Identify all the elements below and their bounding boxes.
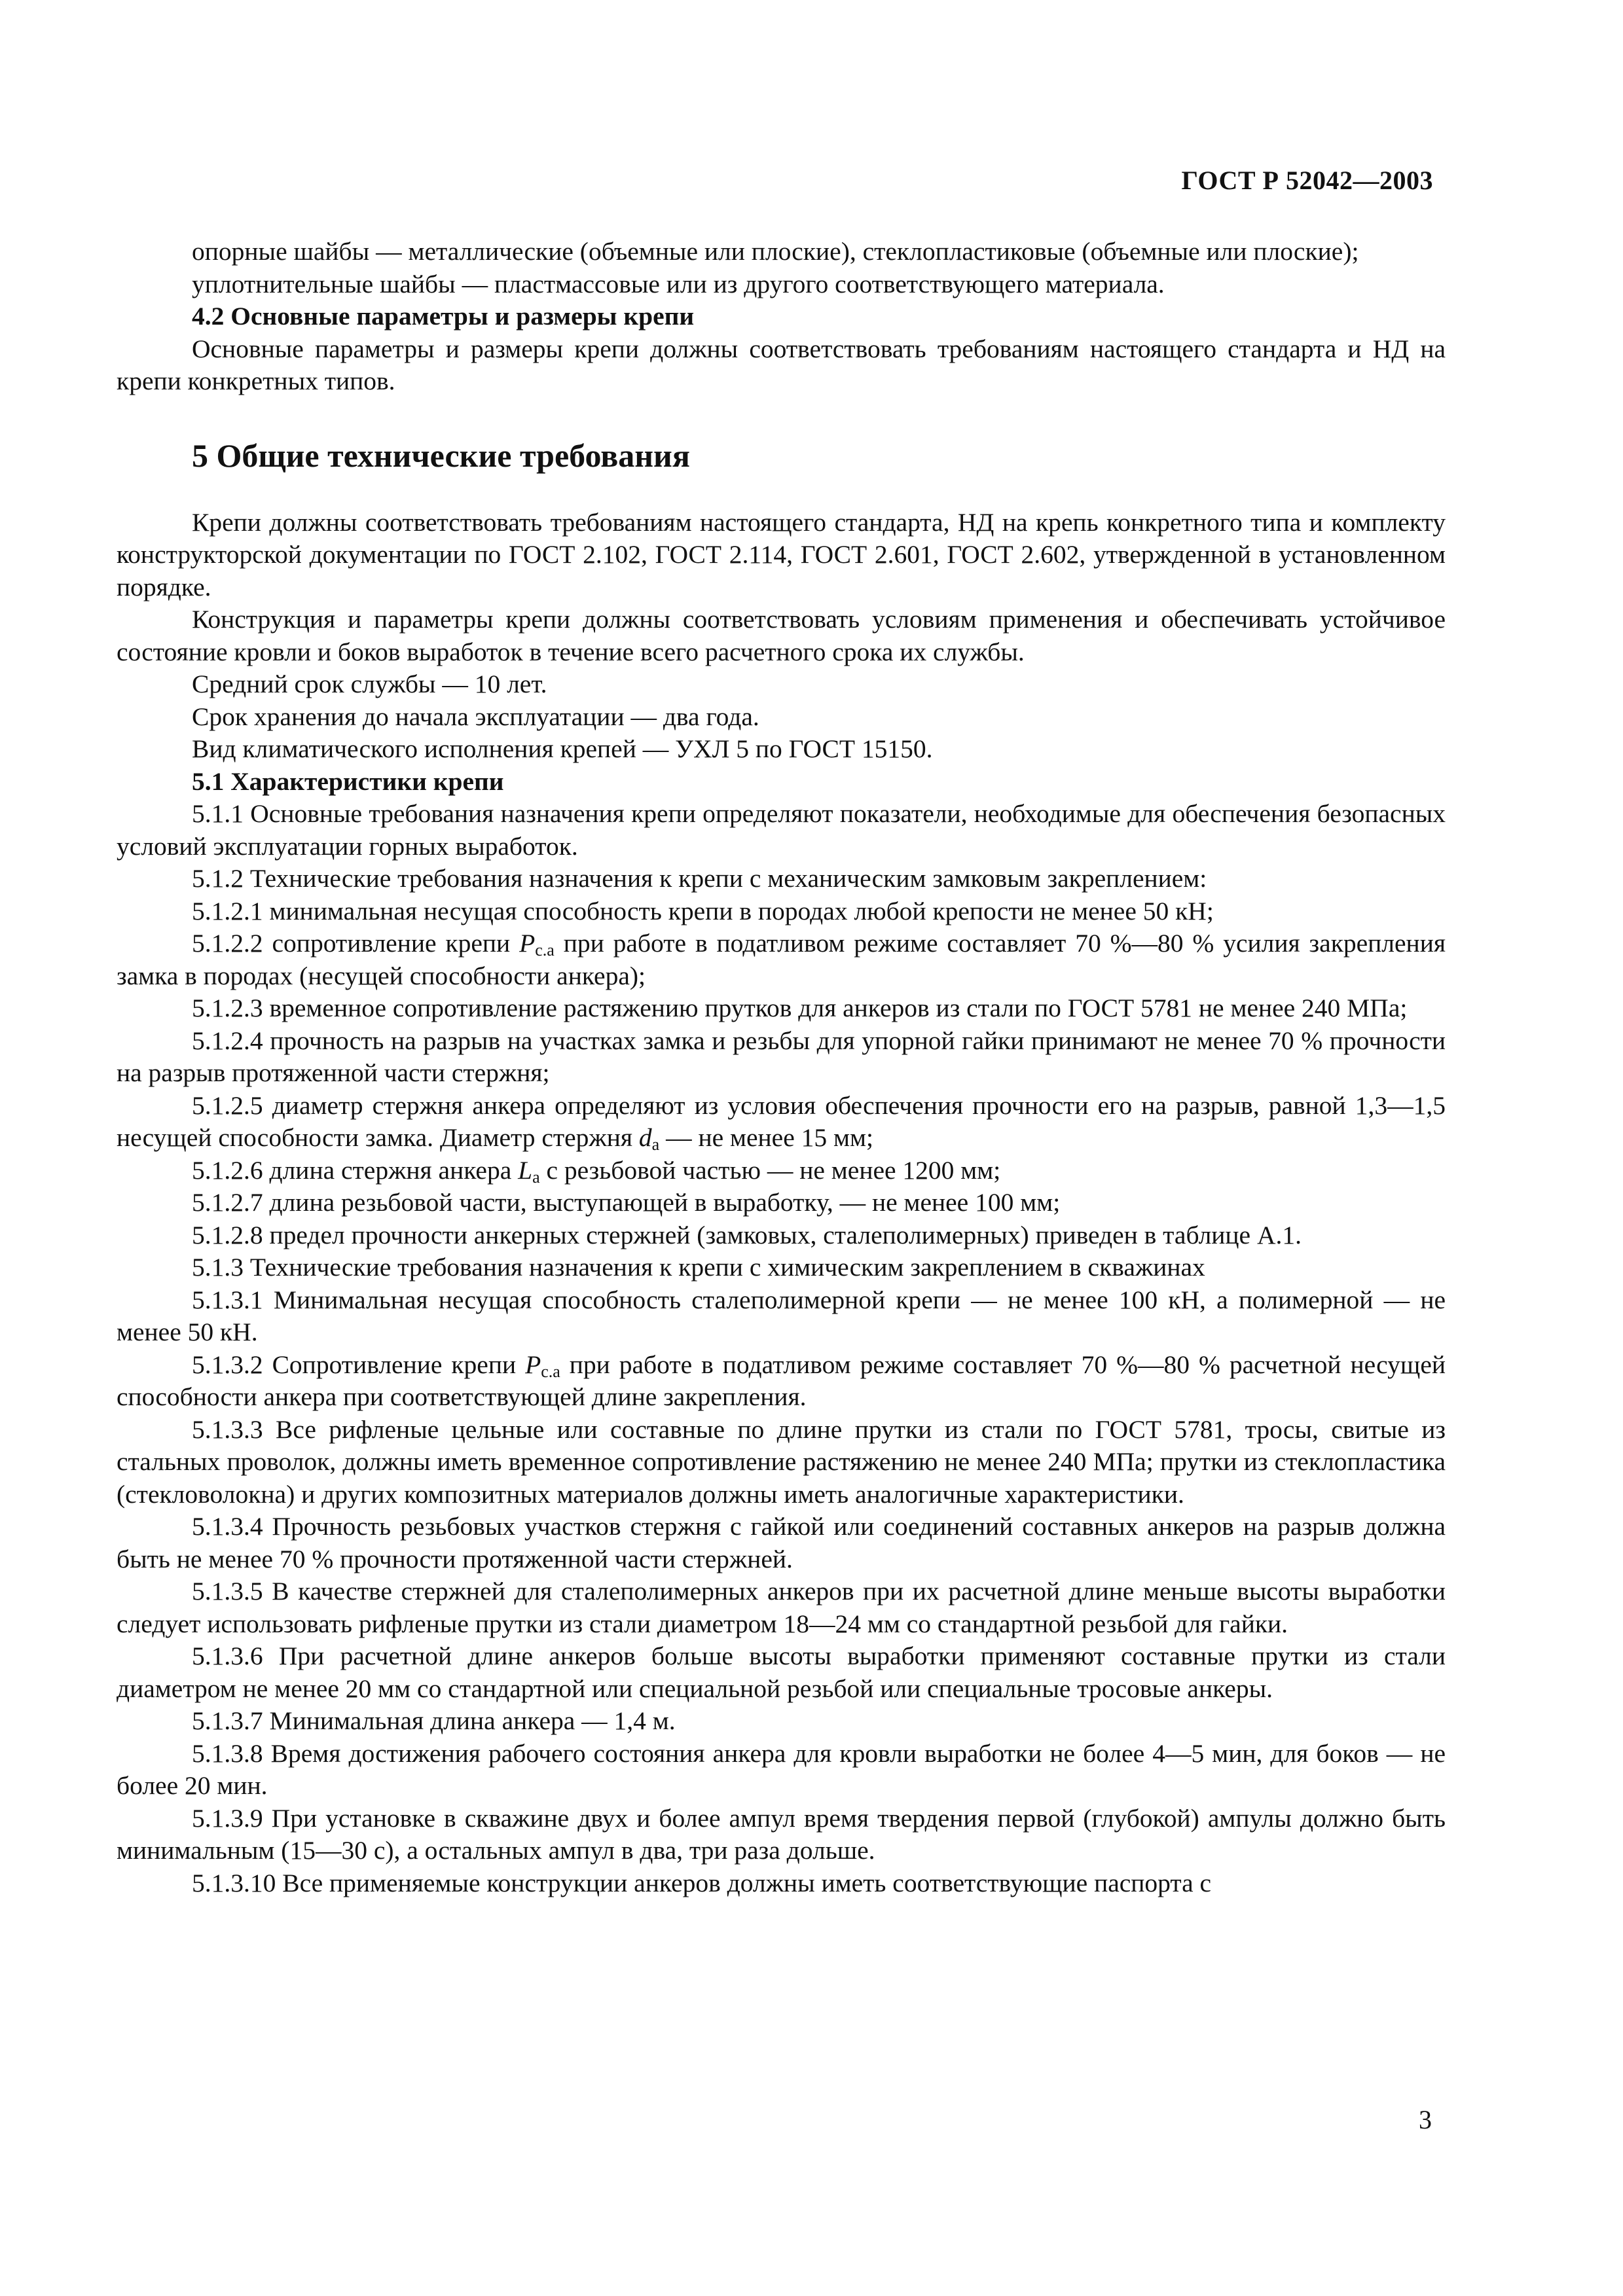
- item-5-1-3-2: 5.1.3.2 Сопротивление крепи $P_{с.а}$ при работе в податливом режиме составляет 70 %—80 % расчетной несущей способности анкера при соответствующей длине закрепления.: [117, 1350, 1446, 1411]
- document-body: [117, 236, 1446, 1899]
- paragraph-support-washers: опорные шайбы — металлические (объемные или плоские), стеклопластиковые (объемные или плоские);: [192, 237, 1359, 266]
- subscript-ca: с.а: [541, 1361, 560, 1381]
- heading-4-2: 4.2 Основные параметры и размеры крепи: [192, 302, 695, 331]
- heading-5-1: 5.1 Характеристики крепи: [192, 766, 504, 796]
- subscript-a: a: [651, 1135, 660, 1154]
- paragraph-4-2-text: Основные параметры и размеры крепи должны соответствовать требованиям настоящего стандарта и НД на крепи конкретных типов.: [117, 334, 1446, 395]
- subscript-a: a: [532, 1167, 540, 1187]
- item-5-1-2-2: 5.1.2.2 сопротивление крепи $P_{с.а}$ при работе в податливом режиме составляет 70 %—80 % усилия закрепления замка в породах (несущей способности анкера);: [117, 929, 1446, 990]
- paragraph-5-service-life: Средний срок службы — 10 лет.: [192, 670, 547, 698]
- item-5-1-3-5: 5.1.3.5 В качестве стержней для сталеполимерных анкеров при их расчетной длине меньше высоты выработки следует использовать рифленые прутки из стали диаметром 18—24 мм со стандартной резьбой для гайки.: [117, 1577, 1446, 1638]
- symbol-d: d: [638, 1123, 652, 1152]
- symbol-l: L: [518, 1155, 533, 1185]
- item-5-1-2-6: 5.1.2.6 длина стержня анкера $L_a$ с резьбовой частью — не менее 1200 мм;: [192, 1155, 1001, 1187]
- item-5-1-2-1: 5.1.2.1 минимальная несущая способность крепи в породах любой крепости не менее 50 кН;: [192, 896, 1214, 925]
- item-5-1-3: 5.1.3 Технические требования назначения к крепи с химическим закреплением в скважинах: [192, 1253, 1205, 1282]
- paragraph-5-design: Конструкция и параметры крепи должны соответствовать условиям применения и обеспечивать устойчивое состояние кровли и боков выработок в течение всего расчетного срока их службы.: [117, 605, 1446, 666]
- item-5-1-2-8: 5.1.2.8 предел прочности анкерных стержней (замковых, сталеполимерных) приведен в таблице А.1.: [192, 1220, 1302, 1249]
- item-5-1-3-8: 5.1.3.8 Время достижения рабочего состояния анкера для кровли выработки не более 4—5 мин, для боков — не более 20 мин.: [117, 1738, 1446, 1800]
- item-5-1-3-9: 5.1.3.9 При установке в скважине двух и более ампул время твердения первой (глубокой) ампулы должно быть минимальным (15—30 с), а остальных ампул в два, три раза дольше.: [117, 1803, 1446, 1865]
- item-5-1-3-10: 5.1.3.10 Все применяемые конструкции анкеров должны иметь соответствующие паспорта с: [192, 1868, 1212, 1897]
- symbol-p: P: [525, 1350, 541, 1379]
- item-5-1-3-4: 5.1.3.4 Прочность резьбовых участков стержня с гайкой или соединений составных анкеров на разрыв должна быть не менее 70 % прочности протяженной части стержней.: [117, 1512, 1446, 1573]
- item-5-1-2: 5.1.2 Технические требования назначения к крепи с механическим замковым закреплением:: [192, 864, 1207, 893]
- paragraph-5-storage: Срок хранения до начала эксплуатации — два года.: [192, 702, 759, 731]
- document-code-header: ГОСТ Р 52042—2003: [1181, 166, 1433, 195]
- item-5-1-1: 5.1.1 Основные требования назначения крепи определяют показатели, необходимые для обеспечения безопасных условий эксплуатации горных выработок.: [117, 799, 1446, 861]
- page-number: 3: [1419, 2105, 1432, 2134]
- symbol-p: P: [519, 929, 536, 958]
- paragraph-sealing-washers: уплотнительные шайбы — пластмассовые или из другого соответствующего материала.: [192, 269, 1165, 298]
- item-5-1-3-6: 5.1.3.6 При расчетной длине анкеров больше высоты выработки применяют составные прутки из стали диаметром не менее 20 мм со стандартной или специальной резьбой или специальные тросовые анкеры.: [117, 1641, 1446, 1703]
- item-5-1-2-7: 5.1.2.7 длина резьбовой части, выступающей в выработку, — не менее 100 мм;: [192, 1188, 1061, 1217]
- item-5-1-3-3: 5.1.3.3 Все рифленые цельные или составные по длине прутки из стали по ГОСТ 5781, тросы, свитые из стальных проволок, должны иметь временное сопротивление растяжению не менее 240 МПа; прутки из стеклопластика (стекловолокна) и других композитных материалов должны иметь аналогичные характеристики.: [117, 1414, 1446, 1509]
- item-5-1-2-4: 5.1.2.4 прочность на разрыв на участках замка и резьбы для упорной гайки принимают не менее 70 % прочности на разрыв протяженной части стержня;: [117, 1026, 1446, 1087]
- paragraph-5-climate: Вид климатического исполнения крепей — УХЛ 5 по ГОСТ 15150.: [192, 734, 933, 763]
- item-5-1-2-3: 5.1.2.3 временное сопротивление растяжению прутков для анкеров из стали по ГОСТ 5781 не менее 240 МПа;: [192, 994, 1408, 1022]
- item-5-1-2-5: 5.1.2.5 диаметр стержня анкера определяют из условия обеспечения прочности его на разрыв, равной 1,3—1,5 несущей способности замка. Диаметр стержня $d_a$ — не менее 15 мм;: [117, 1090, 1446, 1154]
- item-5-1-3-7: 5.1.3.7 Минимальная длина анкера — 1,4 м.: [192, 1706, 676, 1735]
- section-5-title: 5 Общие технические требования: [192, 437, 690, 474]
- item-5-1-3-1: 5.1.3.1 Минимальная несущая способность сталеполимерной крепи — не менее 100 кН, а полимерной — не менее 50 кН.: [117, 1285, 1446, 1346]
- subscript-ca: с.а: [535, 941, 555, 960]
- paragraph-5-requirements: Крепи должны соответствовать требованиям настоящего стандарта, НД на крепь конкретного типа и комплекту конструкторской документации по ГОСТ 2.102, ГОСТ 2.114, ГОСТ 2.601, ГОСТ 2.602, утвержденной в установленном порядке.: [117, 507, 1446, 601]
